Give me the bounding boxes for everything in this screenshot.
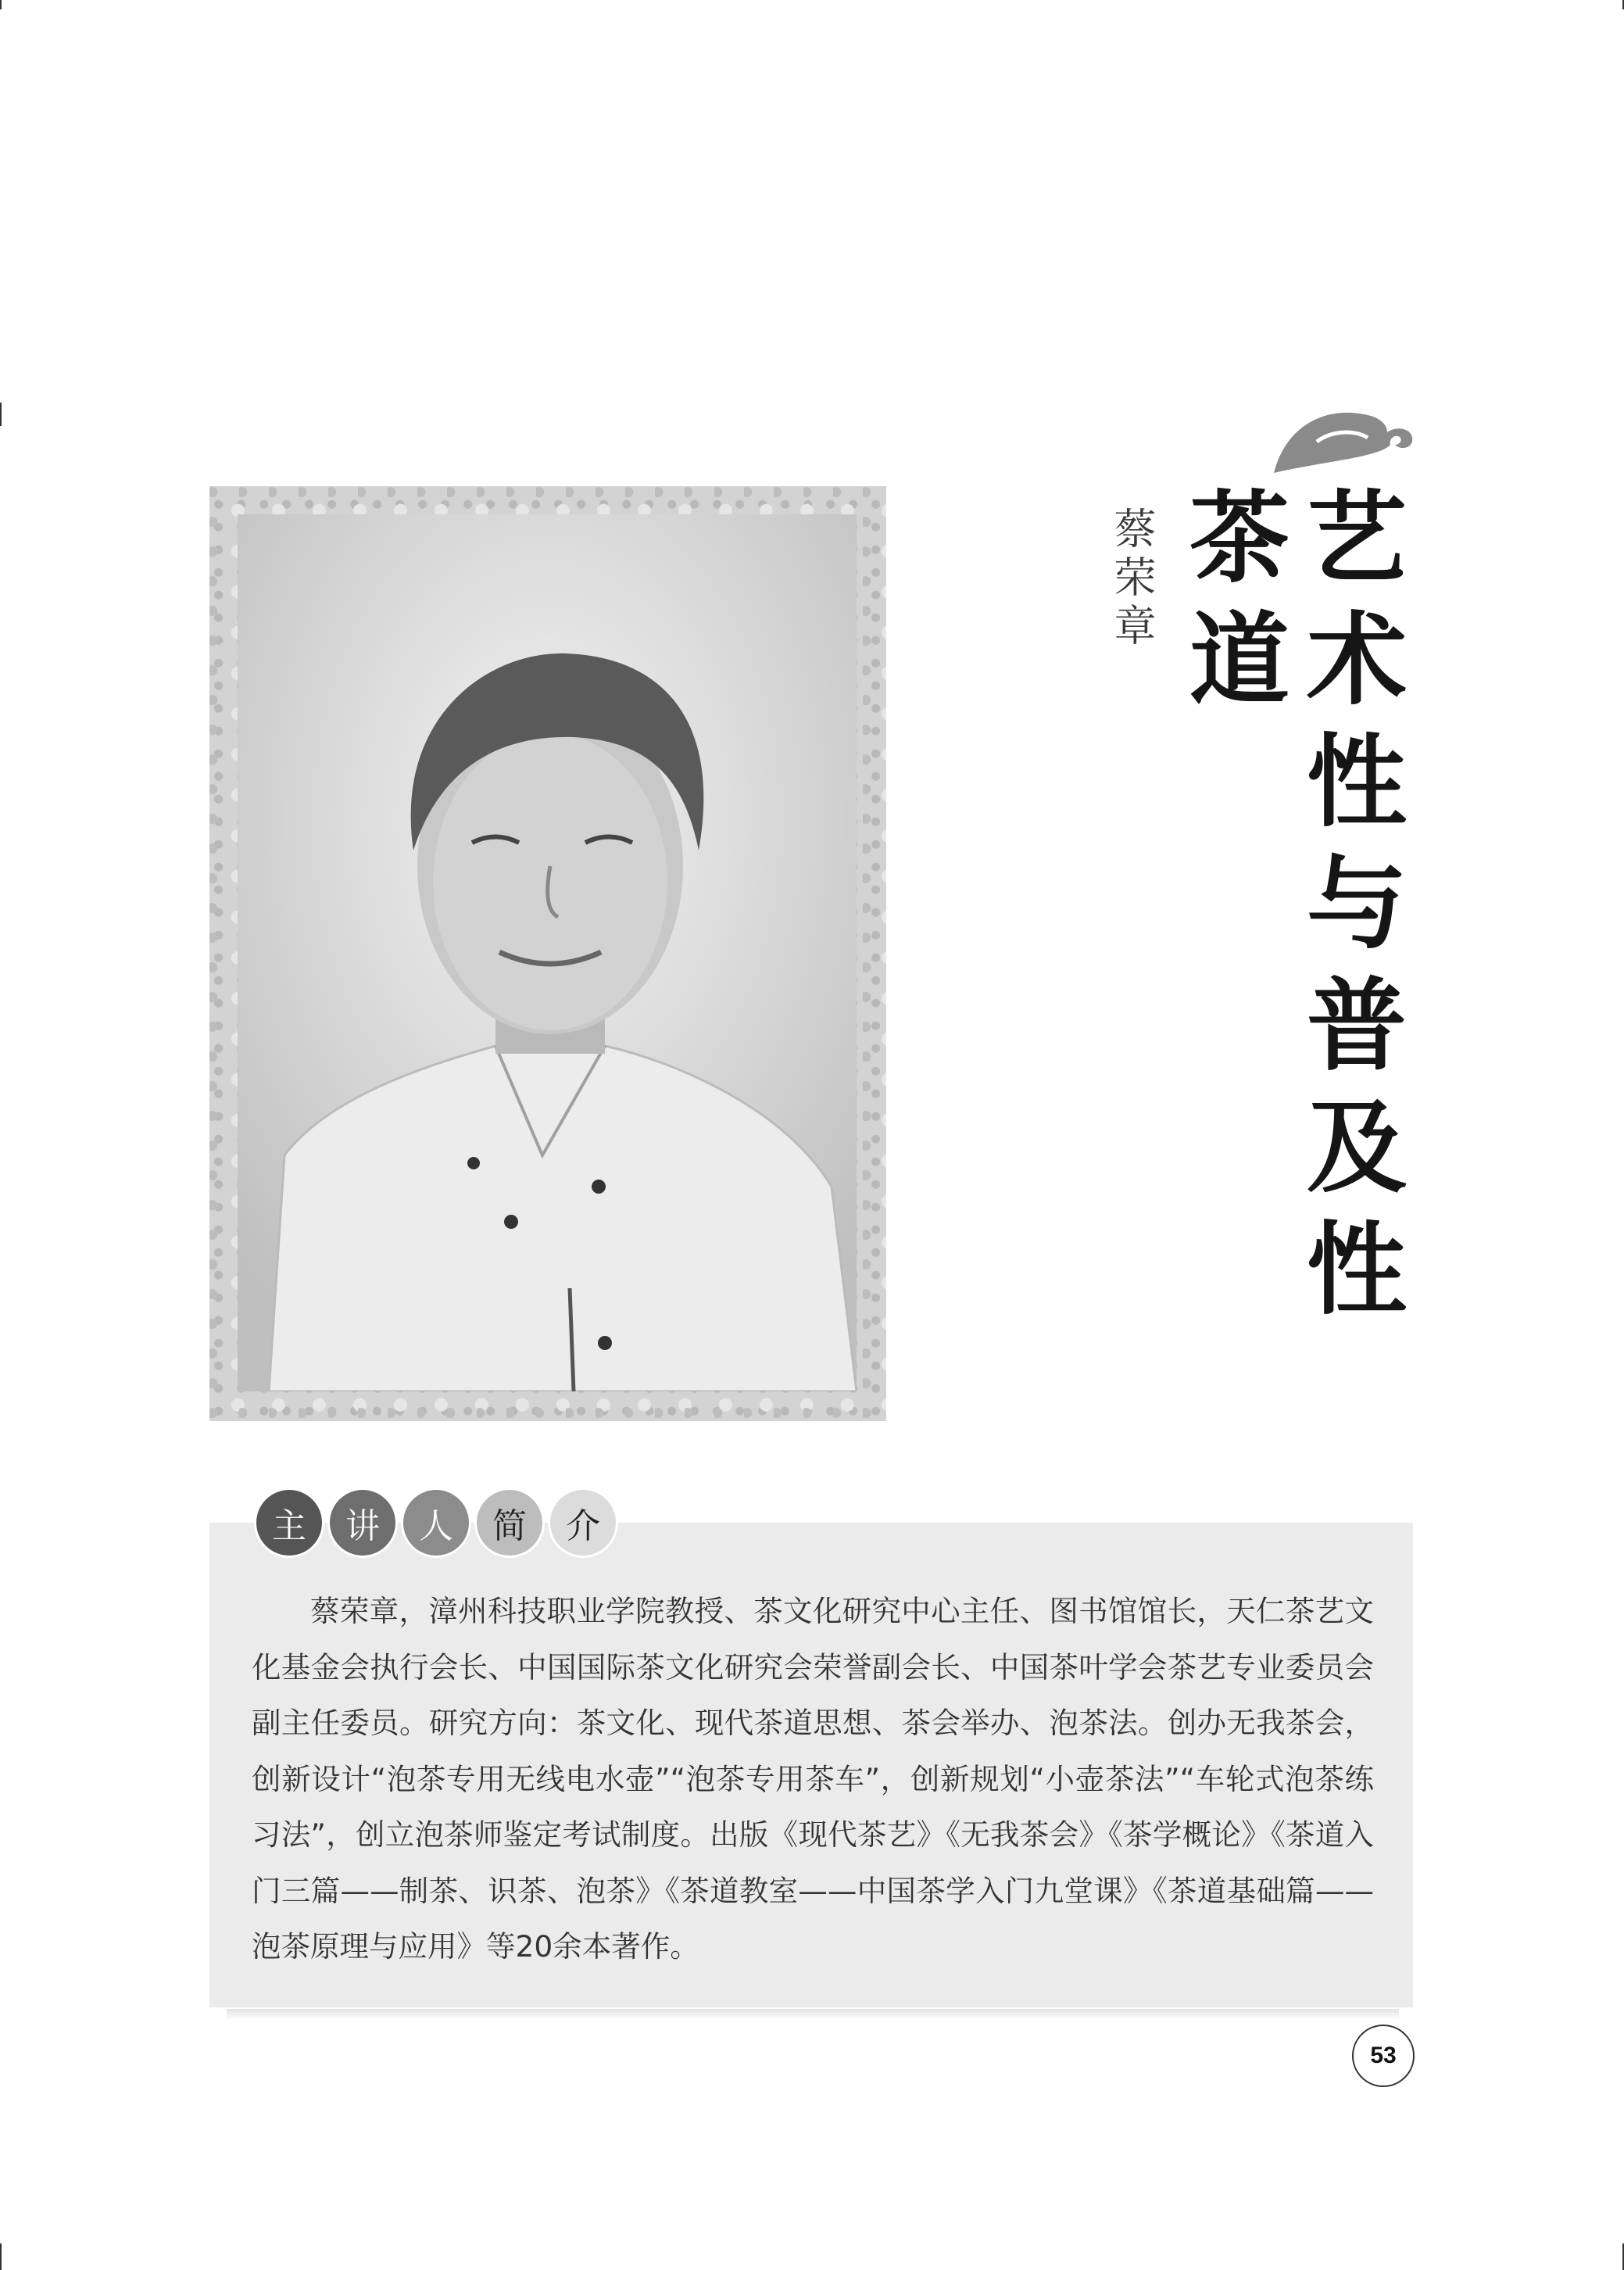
intro-text: 蔡荣章，漳州科技职业学院教授、茶文化研究中心主任、图书馆馆长，天仁茶艺文化基金会执行会长、中国国际茶文化研究会荣誉副会长、中国茶叶学会茶艺专业委员会副主任委员。研究方向：茶文化、现代茶道思想、茶会举办、泡茶法。创办无我茶会，创新设计“泡茶专用无线电水壶”“泡茶专用茶车”，创新规划“小壶茶法”“车轮式泡茶练习法”，创立泡茶师鉴定考试制度。出版《现代茶艺》《无我茶会》《茶学概论》《茶道入门三篇——制茶、识茶、泡茶》《茶道教室——中国茶学入门九堂课》《茶道基础篇——泡茶原理与应用》等20余本著作。 (252, 1594, 1374, 1964)
intro-heading-char: 讲 (327, 1488, 398, 1558)
intro-heading-char: 简 (474, 1488, 545, 1558)
title-line-2: 茶道 (1172, 485, 1290, 729)
portrait-photo (238, 514, 857, 1391)
intro-heading-char: 人 (401, 1488, 471, 1558)
page-number: 53 (1352, 2025, 1415, 2087)
intro-paragraph (252, 1584, 1374, 1975)
intro-heading-char: 介 (548, 1488, 618, 1558)
intro-box-shadow (227, 2009, 1399, 2020)
portrait-frame (209, 486, 886, 1421)
cloud-ornament-icon (1270, 395, 1415, 481)
intro-heading (254, 1488, 618, 1563)
crop-mark-left (0, 403, 2, 426)
portrait-illustration (238, 514, 857, 1391)
intro-heading-char: 主 (254, 1488, 324, 1558)
author-name: 蔡荣章 (1107, 507, 1157, 652)
title-line-1: 艺术性与普及性 (1290, 485, 1407, 1338)
crop-mark-top-left (0, 0, 2, 9)
crop-mark-bottom-left (0, 2243, 2, 2270)
